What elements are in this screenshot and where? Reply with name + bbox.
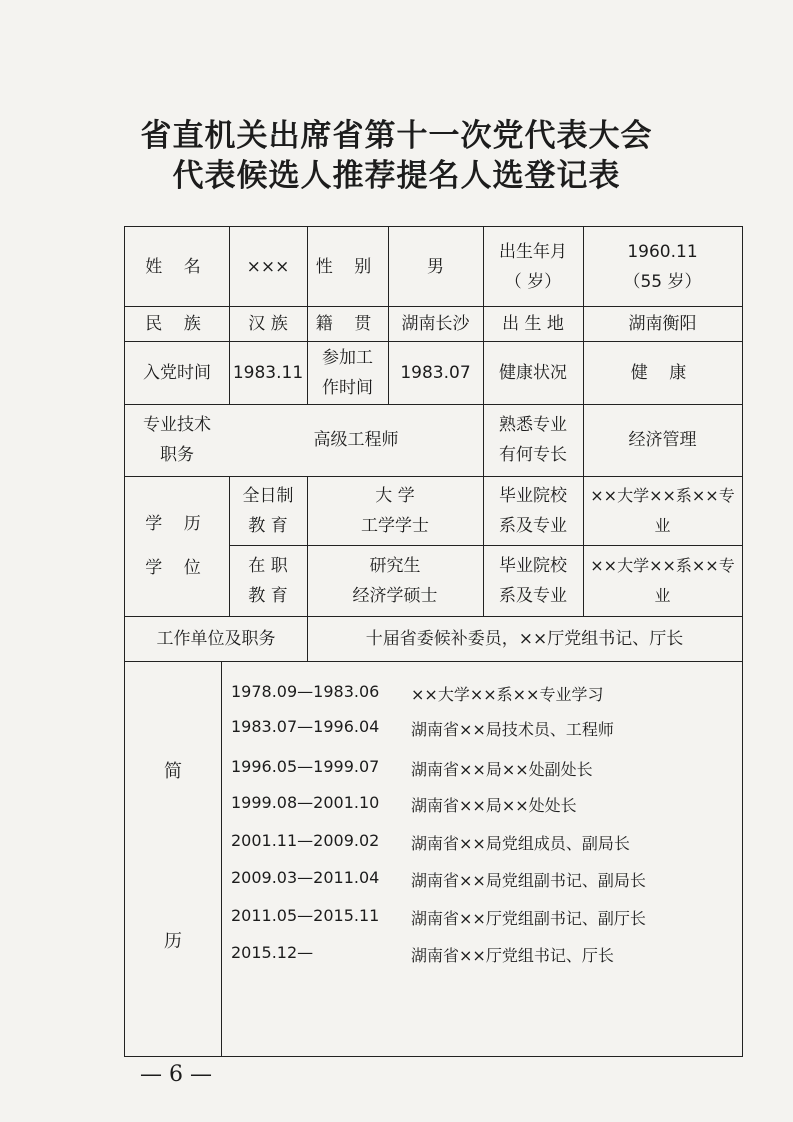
education-label-line2: 学 位: [145, 558, 209, 578]
resume-period: 1996.05—1999.07: [231, 757, 380, 776]
inservice-label-line2: 教 育: [248, 585, 288, 606]
resume-desc: 湖南省××局党组副书记、副局长: [411, 871, 646, 890]
inservice-degree: [307, 545, 483, 616]
registration-form-table: [124, 226, 743, 1057]
resume-entry: [231, 793, 577, 816]
native-value: 湖南长沙: [401, 313, 470, 334]
resume-entry: [231, 906, 646, 929]
birth-value-line1: 1960.11: [627, 241, 698, 262]
resume-entry: [231, 831, 630, 854]
resume-period: 2009.03—2011.04: [231, 868, 380, 887]
expertise-label-line2: 有何专长: [499, 445, 567, 465]
resume-desc: 湖南省××局××处副处长: [411, 760, 593, 779]
col-divider: [221, 661, 222, 1056]
resume-period: 1983.07—1996.04: [231, 717, 380, 736]
document-title-line2: 代表候选人推荐提名人选登记表: [172, 158, 621, 194]
health-label: 健康状况: [499, 362, 567, 383]
inservice-school-value: ××大学××系××专业: [590, 555, 735, 605]
fulltime-degree-line1: 大 学: [375, 485, 415, 506]
gender-value: 男: [427, 256, 444, 277]
fulltime-degree: [307, 476, 483, 545]
ethnicity-value: 汉 族: [248, 313, 288, 334]
fulltime-label-line2: 教 育: [248, 515, 288, 536]
resume-desc: ××大学××系××专业学习: [411, 685, 604, 704]
resume-desc: 湖南省××厅党组副书记、副厅长: [411, 909, 646, 928]
resume-desc: 湖南省××局××处处长: [411, 796, 577, 815]
fulltime-degree-line2: 工学学士: [361, 515, 429, 536]
page-number: — 6 —: [140, 1062, 212, 1087]
inservice-label-line1: 在 职: [248, 555, 288, 576]
resume-period: 1999.08—2001.10: [231, 793, 380, 812]
resume-desc: 湖南省××局党组成员、副局长: [411, 834, 630, 853]
fulltime-school-label-line1: 毕业院校: [499, 485, 567, 506]
name-label: 姓 名: [145, 256, 209, 277]
row-divider: [125, 661, 742, 662]
tech-title-label-line2: 职务: [160, 445, 194, 465]
resume-period: 2011.05—2015.11: [231, 906, 380, 925]
gender-label: 性 别: [315, 256, 380, 277]
resume-label-bottom: 历: [164, 931, 182, 952]
work-start-value: 1983.07: [400, 362, 471, 383]
fulltime-label-line1: 全日制: [242, 485, 294, 506]
birth-value-line2: （55 岁）: [623, 271, 702, 292]
birthplace-value: 湖南衡阳: [628, 313, 697, 334]
inservice-school-label-line1: 毕业院校: [499, 555, 567, 576]
birth-label-line2: （ 岁）: [504, 271, 562, 292]
expertise-label: [483, 404, 583, 476]
fulltime-school-label-line2: 系及专业: [499, 515, 567, 536]
resume-entry: [231, 717, 614, 740]
inservice-label: [229, 545, 307, 616]
inservice-school-label-line2: 系及专业: [499, 585, 567, 606]
name-value: ×××: [246, 256, 290, 277]
resume-entry: [231, 868, 646, 891]
education-label-line1: 学 历: [145, 514, 209, 534]
birthplace-label: 出 生 地: [502, 313, 564, 334]
document-title-line1: 省直机关出席省第十一次党代表大会: [140, 118, 653, 154]
native-label: 籍 贯: [315, 313, 380, 334]
resume-period: 1978.09—1983.06: [231, 682, 380, 701]
resume-desc: 湖南省××局技术员、工程师: [411, 720, 614, 739]
resume-entry: [231, 943, 614, 966]
resume-period: 2001.11—2009.02: [231, 831, 380, 850]
party-join-label: 入党时间: [143, 362, 211, 383]
fulltime-label: [229, 476, 307, 545]
resume-entry: [231, 757, 593, 780]
education-label: [125, 476, 229, 616]
resume-desc: 湖南省××厅党组书记、厅长: [411, 946, 614, 965]
tech-title-value: 高级工程师: [313, 430, 399, 450]
work-start-label-line2: 作时间: [322, 377, 373, 398]
fulltime-school-label: [483, 476, 583, 545]
tech-title-label-line1: 专业技术: [143, 415, 211, 435]
unit-label: 工作单位及职务: [156, 628, 276, 649]
birth-label: [483, 227, 583, 306]
expertise-label-line1: 熟悉专业: [499, 415, 567, 435]
ethnicity-label: 民 族: [145, 313, 209, 334]
resume-label-top: 简: [164, 761, 182, 782]
work-start-label-line1: 参加工: [322, 347, 373, 368]
expertise-value: 经济管理: [628, 430, 697, 450]
inservice-degree-line1: 研究生: [369, 555, 421, 576]
work-start-label: [307, 341, 388, 404]
fulltime-school-value: ××大学××系××专业: [590, 485, 735, 535]
inservice-degree-line2: 经济学硕士: [352, 585, 438, 606]
unit-value: 十届省委候补委员，××厅党组书记、厅长: [365, 628, 684, 649]
resume-period: 2015.12—: [231, 943, 314, 962]
party-join-value: 1983.11: [232, 362, 304, 383]
tech-title-label: [125, 404, 229, 476]
health-value: 健 康: [630, 362, 695, 383]
resume-entry: [231, 682, 603, 705]
birth-label-line1: 出生年月: [499, 241, 567, 262]
inservice-school-label: [483, 545, 583, 616]
birth-value: [583, 227, 742, 306]
